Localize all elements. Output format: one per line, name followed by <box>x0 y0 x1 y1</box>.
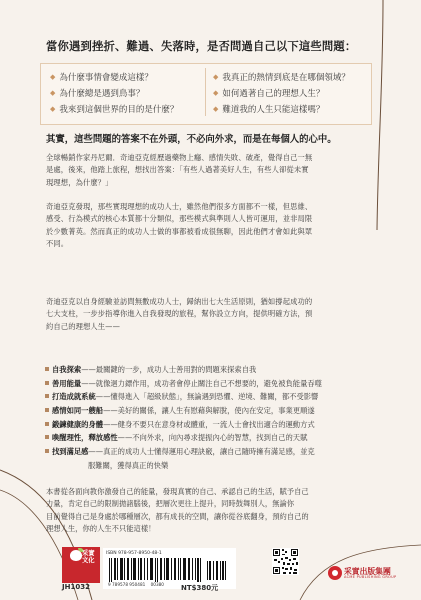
question-item: ◆ 如何過著自己的理想人生？ <box>213 89 325 99</box>
publisher-mark-icon <box>328 566 342 580</box>
barcode-icon <box>109 558 227 582</box>
question-item: ◆ 為什麼事情會變成這樣？ <box>50 73 153 83</box>
square-bullet-icon <box>45 449 49 453</box>
bullet-icon: ◆ <box>213 89 219 97</box>
isbn-text: ISBN 978-957-8950-48-1 <box>106 551 162 556</box>
square-bullet-icon <box>45 381 49 385</box>
bullet-icon: ◆ <box>213 105 219 113</box>
book-code: JH1032 <box>62 583 90 591</box>
principle-item: 找到滿足感——真正的成功人士懂得運用心理訣竅，讓自己隨時擁有滿足感，並克 <box>45 447 381 461</box>
paragraph-principles: 奇迪亞克以自身經驗並訪問無數成功人士，歸納出七大生活原則，猶如撐起成功的 七大支柱，一步步指導你進入自我發現的旅程，幫你設立方向，提供明確方法，預 約自己的理想人生—— <box>46 297 313 331</box>
square-bullet-icon <box>45 422 49 426</box>
square-bullet-icon <box>45 435 49 439</box>
square-bullet-icon <box>45 408 49 412</box>
questions-title: 當你遇到挫折、難過、失落時，是否問過自己以下這些問題： <box>46 40 357 53</box>
principle-item: 感情如同一艘船——美好的關係，讓人生有慰藉與解脫，使內在安定，事業更順遂 <box>45 406 381 420</box>
bullet-icon: ◆ <box>50 89 56 97</box>
publisher-logo: 采實出版集團 ACME PUBLISHING GROUP <box>328 566 378 586</box>
question-item: ◆ 我來到這個世界的目的是什麼？ <box>50 105 179 115</box>
bullet-icon: ◆ <box>50 105 56 113</box>
principle-item-continuation: 服難關，獲得真正的快樂 <box>88 460 169 470</box>
principle-item: 善用能量——就像迴力鏢作用，成功者會停止關注自己不想要的，避免被負能量吞噬 <box>45 379 381 393</box>
paragraph-author: 全球暢銷作家丹尼爾．奇迪亞克經歷過藥物上癮、感情失敗、破產，覺得自己一無 是處，後來，他踏上旅程，想找出答案：「有些人過著美好人生，有些人卻從未實 現理想，為什麼？」 <box>46 153 313 187</box>
barcode-number: 9 789578 950481 <box>108 582 146 587</box>
square-bullet-icon <box>45 394 49 398</box>
principle-item: 自我探索——最關鍵的一步，成功人士善用對的問題來探索自我 <box>45 365 381 379</box>
publisher-badge: 采實 文化 <box>62 547 100 583</box>
question-item: ◆ 難道我的人生只能這樣嗎？ <box>213 105 325 115</box>
barcode-addon: 00380 <box>150 582 164 587</box>
principles-list <box>45 365 381 475</box>
price-label: NT$380元 <box>181 584 219 592</box>
principle-item: 打造成就系統——懂得進入「超級狀態」，無論遇到恐懼、逆境、難關，都不受影響 <box>45 392 381 406</box>
bullet-icon: ◆ <box>213 73 219 81</box>
lead-statement: 其實，這些問題的答案不在外頭，不必向外求，而是在每個人的心中。 <box>46 134 337 145</box>
principle-item: 鍛鍊健康的身體——健身不要只在意身材或體重，一流人士會找出適合的運動方式 <box>45 420 381 434</box>
square-bullet-icon <box>45 367 49 371</box>
paragraph-discovery: 奇迪亞克發現，那些實現理想的成功人士，雖然他們很多方面都不一樣，但思維、 感受、行為模式的核心本質都十分類似，那些模式與準則人人皆可運用，並非局限 於少數菁英。然而真正的成功人士做的事都被看成很無聊，因此他們才會如此與眾 不同。 <box>46 202 313 249</box>
question-item: ◆ 我真正的熱情到底是在哪個領域？ <box>213 73 350 83</box>
closing-paragraph: 本書從各面向教你激發自己的能量，發現真實的自己、承認自己的生活，賦予自己 力量，肯定自己的限制拋諸腦後，把層次更往上提升，同時鼓舞別人，無論你 目前覺得自己是身處於哪種層次，都有成長的空間，讓你從谷底翻身，預約自己的 理想人生，你的人生不只能這樣！ <box>46 487 309 534</box>
question-item: ◆ 為什麼總是遇到鳥事？ <box>50 89 145 99</box>
qr-code-icon <box>272 548 299 575</box>
questions-divider <box>205 68 206 116</box>
principle-item: 喚醒理性，釋放感性——不向外求，向內尋求提振內心的智慧，找到自己的天賦 <box>45 433 381 447</box>
bullet-icon: ◆ <box>50 73 56 81</box>
